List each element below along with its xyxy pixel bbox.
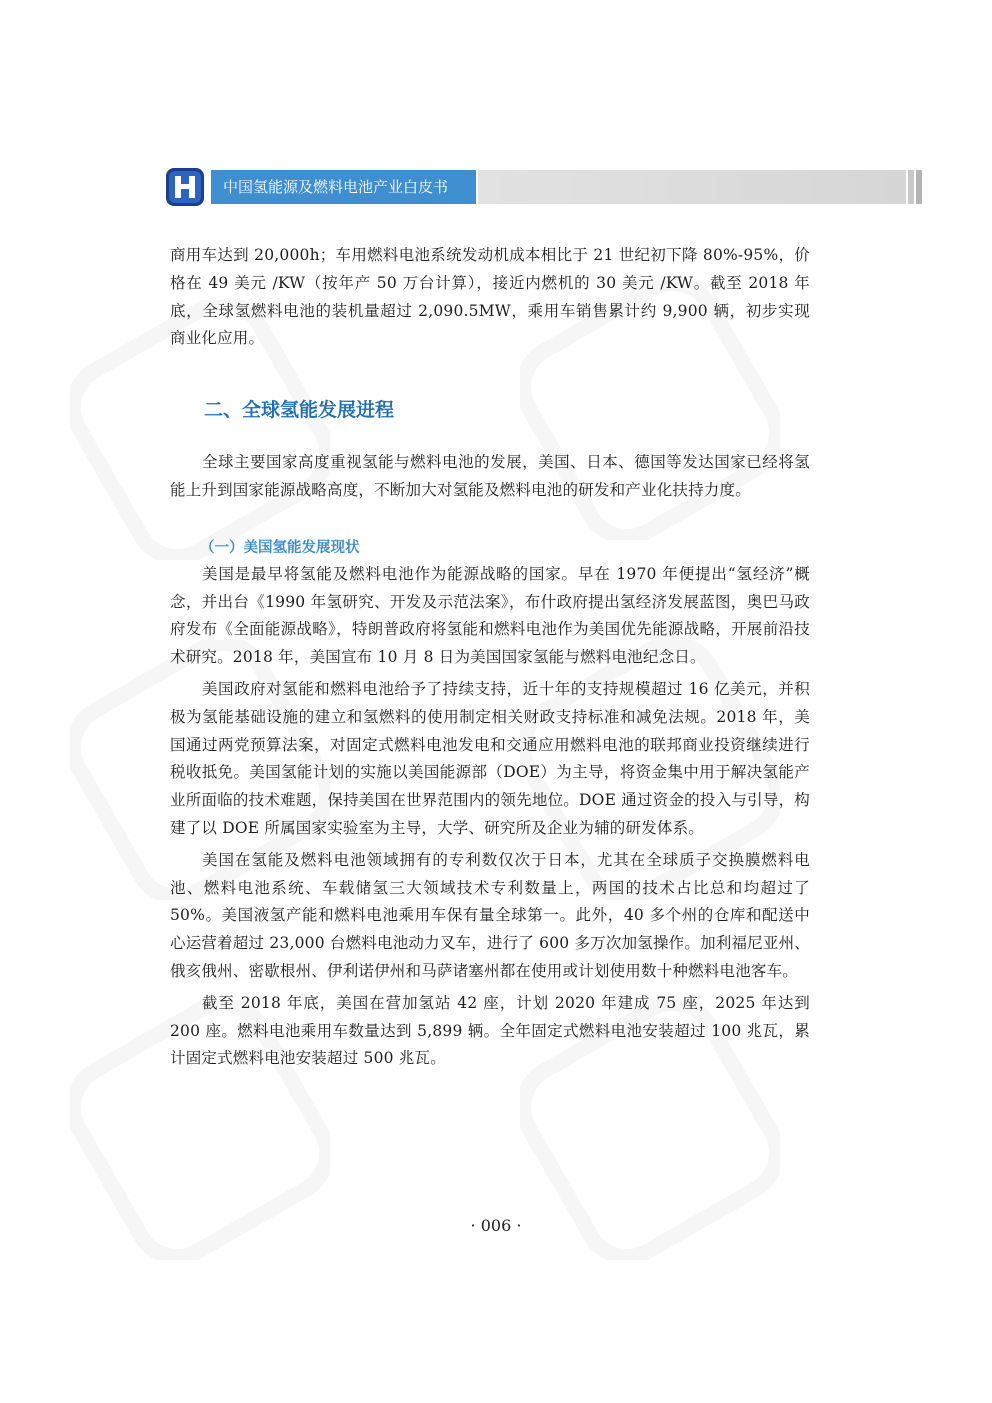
section-heading: 二、全球氢能发展进程: [204, 399, 395, 422]
subsection-heading: （一）美国氢能发展现状: [200, 539, 360, 556]
header-edge-stripe: [908, 170, 914, 204]
page-number: · 006 ·: [470, 1216, 522, 1235]
body-paragraph: 截至 2018 年底，美国在营加氢站 42 座，计划 2020 年建成 75 座，2025 年达到 200 座。燃料电池乘用车数量达到 5,899 辆。全年固定式燃料电池安装超过 100 兆瓦，累计固定式燃料电池安装超过 500 兆瓦。: [170, 993, 810, 1068]
body-paragraph: 商用车达到 20,000h；车用燃料电池系统发动机成本相比于 21 世纪初下降 80%-95%，价格在 49 美元 /KW（按年产 50 万台计算），接近内燃机的 30 美元 /KW。截至 2018 年底，全球氢燃料电池的装机量超过 2,090.5MW，乘用车销售累计约 9,900 辆，初步实现商业化应用。: [170, 246, 810, 348]
page-body: [170, 242, 810, 1073]
body-paragraph: 美国是最早将氢能及燃料电池作为能源战略的国家。早在 1970 年便提出“氢经济”概念，并出台《1990 年氢研究、开发及示范法案》，布什政府提出氢经济发展蓝图，奥巴马政府发布《全面能源战略》，特朗普政府将氢能和燃料电池作为美国优先能源战略，开展前沿技术研究。2018 年，美国宣布 10 月 8 日为美国国家氢能与燃料电池纪念日。: [170, 564, 810, 667]
page-header: [166, 168, 922, 206]
header-grey-bar: [478, 170, 906, 204]
section-intro-paragraph: 全球主要国家高度重视氢能与燃料电池的发展，美国、日本、德国等发达国家已经将氢能上升到国家能源战略高度，不断加大对氢能及燃料电池的研发和产业化扶持力度。: [170, 453, 810, 499]
h-logo-icon: [166, 168, 204, 206]
body-paragraph: 美国在氢能及燃料电池领域拥有的专利数仅次于日本，尤其在全球质子交换膜燃料电池、燃料电池系统、车载储氢三大领域技术专利数量上，两国的技术占比总和均超过了 50%。美国液氢产能和燃料电池乘用车保有量全球第一。此外，40 多个州的仓库和配送中心运营着超过 23,000 台燃料电池动力叉车，进行了 600 多万次加氢操作。加利福尼亚州、俄亥俄州、密歇根州、伊利诺伊州和马萨诸塞州都在使用或计划使用数十种燃料电池客车。: [170, 850, 810, 980]
body-paragraph: 美国政府对氢能和燃料电池给予了持续支持，近十年的支持规模超过 16 亿美元，并积极为氢能基础设施的建立和氢燃料的使用制定相关财政支持标准和减免法规。2018 年，美国通过两党预算法案，对固定式燃料电池发电和交通应用燃料电池的联邦商业投资继续进行税收抵免。美国氢能计划的实施以美国能源部（DOE）为主导，将资金集中用于解决氢能产业所面临的技术难题，保持美国在世界范围内的领先地位。DOE 通过资金的投入与引导，构建了以 DOE 所属国家实验室为主导，大学、研究所及企业为辅的研发体系。: [170, 679, 810, 837]
header-edge-stripe: [916, 170, 922, 204]
book-title: 中国氢能源及燃料电池产业白皮书: [211, 170, 476, 204]
